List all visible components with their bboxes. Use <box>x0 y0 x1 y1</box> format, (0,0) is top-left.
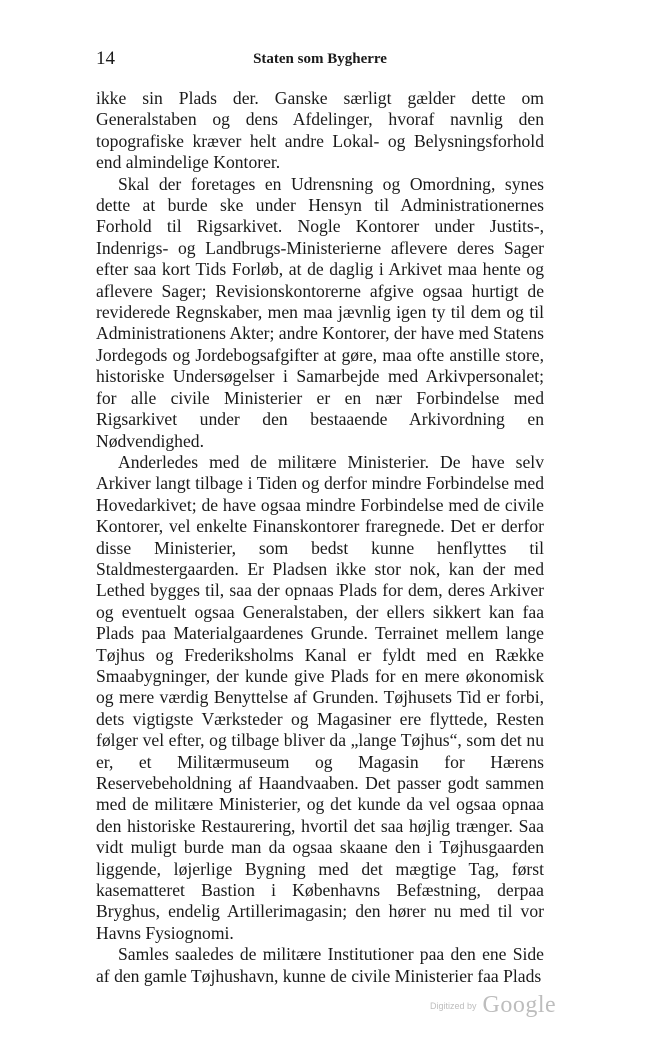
watermark-prefix: Digitized by <box>430 1000 477 1011</box>
running-title: Staten som Bygherre <box>253 51 387 67</box>
paragraph-continued: ikke sin Plads der. Ganske særligt gælder dette om Generalstaben og dens Afdelinger, hvoraf navnlig den topografiske kræver helt andre Lokal- og Belysningsforhold end almindelige Kontorer. <box>96 88 544 173</box>
google-logo: Google <box>482 992 557 1018</box>
paragraph: Samles saaledes de militære Institutioner paa den ene Side af den gamle Tøjhushavn, kunne de civile Ministerier faa Plads <box>96 944 544 986</box>
paragraph: Skal der foretages en Udrensning og Omordning, synes dette at burde ske under Hensyn til Administrationernes Forhold til Rigsarkivet. Nogle Kontorer under Justits-, Indenrigs- og Landbrugs-Ministerierne aflevere deres Sager efter saa kort Tids Forløb, at de daglig i Arkivet maa hente og aflevere Sager; Revisionskontorerne afgive ogsaa hurtigt de reviderede Regnskaber, men maa jævnlig igen ty til dem og til Administrationens Akter; andre Kontorer, der have med Statens Jordegods og Jordebogsafgifter at gøre, maa ofte anstille store, historiske Undersøgelser i Samarbejde med Arkivpersonalet; for alle civile Ministerier er en nær Forbindelse med Rigsarkivet under den bestaaende Arkivordning en Nødvendighed. <box>96 173 544 451</box>
paragraph: Anderledes med de militære Ministerier. De have selv Arkiver langt tilbage i Tiden og derfor mindre Forbindelse med Hovedarkivet; de have ogsaa mindre Forbindelse med de civile Kontorer, vel enkelte Finanskontorer fraregnede. Det er derfor disse Ministerier, som bedst kunne henflyttes til Staldmestergaarden. Er Pladsen ikke stor nok, kan der med Lethed bygges til, saa der opnaas Plads for dem, deres Arkiver og eventuelt ogsaa Generalstaben, der ellers sikkert kan faa Plads paa Materialgaardenes Grunde. Terrainet mellem lange Tøjhus og Frederiksholms Kanal er fyldt med en Række Smaabygninger, der kunde give Plads for en mere økonomisk og mere værdig Benyttelse af Grunden. Tøjhusets Tid er forbi, dets vigtigste Værksteder og Magasiner ere flyttede, Resten følger vel efter, og tilbage bliver da „lange Tøjhus“, som det nu er, et Militærmuseum og Magasin for Hærens Reservebeholdning af Haandvaaben. Det passer godt sammen med de militære Ministerier, og det kunde da vel ogsaa opnaa den historiske Restaurering, hvortil det saa højlig trænger. Saa vidt muligt burde man da ogsaa skaane den i Tøjhusgaarden liggende, løjerlige Bygning med det mægtige Tag, først kasematteret Bastion i Københavns Befæstning, derpaa Bryghus, endelig Artillerimagasin; den hører nu med til vor Havns Fysiognomi. <box>96 451 544 943</box>
body-text <box>96 88 544 987</box>
page-header <box>96 47 544 71</box>
page-number: 14 <box>96 48 115 69</box>
digitized-by-google-watermark <box>430 992 556 1022</box>
